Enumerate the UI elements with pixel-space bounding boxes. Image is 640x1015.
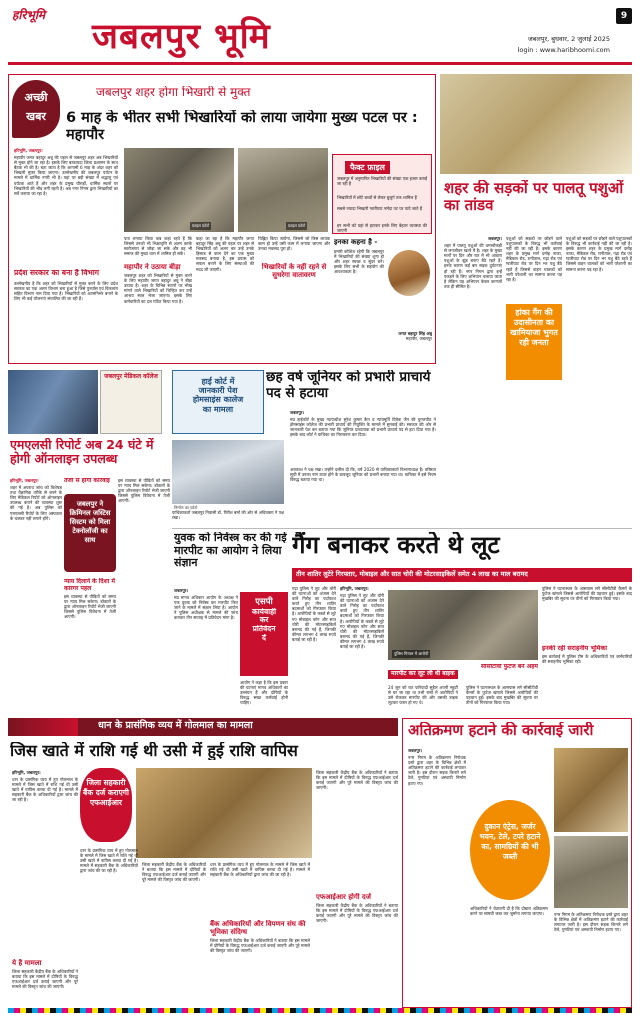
mayor-quote xyxy=(334,238,432,358)
money-body-col1b: जिला सहकारी केंद्रीय बैंक के अधिकारियों ने बताया कि इस मामले में दोषियों के विरुद्ध एफआईआर दर्ज कराई जाएगी और पूरे मामले की विस्तृत जांच की जाएगी। xyxy=(12,969,78,990)
cattle-photo xyxy=(440,74,632,174)
gang-col4 xyxy=(542,586,632,710)
youth-col1 xyxy=(174,588,238,708)
beggar-col2 xyxy=(124,236,192,360)
principal-body-2: याचिकाकर्ता जबलपुर निवासी डॉ. गिरीश बर्मा की ओर से अधिवक्ता ने पक्ष रखा। xyxy=(172,510,284,521)
youth-col2 xyxy=(240,680,288,710)
mlc-headline[interactable]: एमएलसी रिपोर्ट अब 24 घंटे में होगी ऑनलाइन उपलब्ध xyxy=(10,438,154,467)
mlc-subhead: तेजी से होगी कार्रवाई xyxy=(64,478,110,484)
beggar-body-5: कहा जा रहा है कि महापौर जगत बहादुर सिंह अन्नू की पहल पर शहर से भिखारियों को अलग कर उन्हें उनके हिसाब से काम देने का एक मुख्य मकसद बनाया है, इस प्रयास को सफल बनाने के लिए संस्थाओं की मदद ली जाएगी। xyxy=(196,236,254,272)
good-news-line2: खबर xyxy=(26,110,46,123)
hc-line2: जानकारी पेश xyxy=(198,386,238,396)
money-col2 xyxy=(80,848,138,1006)
publication-logo[interactable]: हरिभूमि xyxy=(12,8,46,22)
gang-photo-footer xyxy=(388,664,538,710)
banner-bar xyxy=(8,718,398,736)
beggar-body: महापौर जगत बहादुर अन्नू की पहल से जबलपुर शहर अब भिखारियों से मुक्त होने जा रहा है। इसके लिए बाकायदा जिला प्रशासन के साथ बैठक भी की है। बता जाता है कि आगामी 6 माह के अंदर शहर को भिखारी मुक्त किया जाएगा। उल्लेखनीय की जबलपुर पर्यटन के मामले में धार्मिक नगरी भी है। यहां पर बड़ी संख्या में श्रद्धालु एवं पर्यटक आते हैं और शहर के प्रमुख चौराहों, धार्मिक स्थलों पर भिखारियों की भीड़ लगी रहती है। अब नगर निगम द्वारा भिखारियों का सर्वे कराया जा रहा है। xyxy=(14,155,118,196)
gang-photo xyxy=(388,590,538,660)
quote-text: हमारी कोशिश रहेगी कि जबलपुर में भिखारियों की संख्या शून्य हो और शहर स्वच्छ व सुंदर बने। इसके लिए सभी के सहयोग की आवश्यकता है। xyxy=(334,249,384,275)
website-link[interactable]: login : www.haribhoomi.com xyxy=(517,46,610,54)
good-news-badge xyxy=(12,80,60,138)
hc-box xyxy=(172,370,264,434)
money-body-col4b: जिला सहकारी केंद्रीय बैंक के अधिकारियों ने बताया कि इस मामले में दोषियों के विरुद्ध एफआईआर दर्ज कराई जाएगी और पूरे मामले की विस्तृत जांच की जाएगी। xyxy=(210,938,310,954)
page-title: जबलपुर भूमि xyxy=(92,17,271,57)
money-body-col5: जिला सहकारी केंद्रीय बैंक के अधिकारियों ने बताया कि इस मामले में दोषियों के विरुद्ध एफआईआर दर्ज कराई जाएगी और पूरे मामले की विस्तृत जांच की जाएगी। xyxy=(316,770,398,791)
gang-body-col1: गढ़ा पुलिस ने लूट और चोरी की घटनाओं को अंजाम देने वाले गिरोह का पर्दाफाश करते हुए तीन शातिर बदमाशों को गिरफ्तार किया है। आरोपियों के कब्जे से लूटे गए मोबाइल फोन और सात चोरी की मोटरसाइकिलें बरामद की गई हैं, जिनकी कीमत लगभग 4 लाख रुपये बताई जा रही है। xyxy=(292,586,336,642)
beggar-body-4: जबलपुर शहर को भिखारियों से मुक्त करने के लिए महापौर जगत बहादुर अन्नू ने बीड़ा उठाया है। शहर के विभिन्न स्थानों पर भीख मांगने वाले भिखारियों को चिन्हित कर उन्हें आश्रय स्थल भेजा जाएगा। इसके लिए कर्मचारियों का दल गठित किया गया है। xyxy=(124,273,192,304)
page-number: 9 xyxy=(616,8,632,24)
encroach-col3 xyxy=(554,912,628,1002)
beggar-body-6: चिह्नित किया जायेगा, जिससे जो जिस लायक काम हो उन्हें उसी काम में लगाया जाएगा और उनका मकसद पूरा हो। xyxy=(258,236,330,252)
principal-body-3: अवकाश ने पक्ष रखा। उन्होंने दलील दी कि, वर्ष 2020 से याचिकाकर्ता विभागाध्यक्ष हैं। वरिष्ठता सूची में उनका नाम ऊपर होने के बावजूद जूनियर को प्रभारी बनाया गया था। याचिका में इसे नियम विरुद्ध बताया गया था। xyxy=(290,467,436,483)
encroach-col1 xyxy=(408,748,466,1002)
fact-file-item-4: इन सभी को यहां से हटाकर इनके लिए बेहतर व्यवस्था की जाएगी xyxy=(337,223,427,234)
youth-badge-line2: कार्यवाही xyxy=(251,607,277,616)
youth-badge xyxy=(240,592,288,676)
money-body-col3: जिला सहकारी केंद्रीय बैंक के अधिकारियों ने बताया कि इस मामले में दोषियों के विरुद्ध एफआईआर दर्ज कराई जाएगी और पूरे मामले की विस्तृत जांच की जाएगी। xyxy=(142,862,206,883)
quote-title: इनका कहना है - xyxy=(334,238,378,246)
principal-col-b xyxy=(290,410,436,522)
money-body: धान के प्रासंगिक व्यय में हुए गोलमाल के मामले में जिस खाते में राशि गई थी उसी खाते में वापिस करवा दी गई है। मामले में सहकारी बैंक के अधिकारियों द्वारा जांच की जा रही है। xyxy=(12,777,78,803)
quote-name: जगत बहादुर सिंह अन्नू xyxy=(398,331,432,337)
encroach-body-col3: नगर निगम के अतिक्रमण निरोधक दस्ते द्वारा शहर के विभिन्न क्षेत्रों में अतिक्रमण हटाने की कार्रवाई लगातार जारी है। इस दौरान सड़क किनारे लगे ठेले, गुमटियां एवं अस्थायी निर्माण हटाए गए। xyxy=(554,912,628,933)
college-photo-caption: निर्माण का फ़ोटो xyxy=(174,505,198,510)
mlc-col3 xyxy=(118,478,170,706)
masthead xyxy=(0,0,640,62)
principal-body: मप्र हाईकोर्ट के मुख्य न्यायाधीश सुरेश कुमार कैत व न्यायमूर्ति विवेक जैन की युगलपीठ ने होमसाइंस कॉलेज की प्रभारी प्राचार्य की नियुक्ति के मामले में सुनवाई की। सरकार की ओर से जानकारी पेश कर बताया गया कि जूनियर प्राध्यापक को प्रभारी प्राचार्य पद से हटा दिया गया है। इसके बाद कोर्ट ने याचिका का निराकरण कर दिया। xyxy=(290,417,436,438)
beggar-col3 xyxy=(196,236,254,360)
hc-line4: का मामला xyxy=(202,404,234,414)
gang-body-4: इस कार्रवाई में पुलिस टीम के अधिकारियों एवं कर्मचारियों की सराहनीय भूमिका रही। xyxy=(542,654,632,665)
money-col1 xyxy=(12,770,78,1006)
money-col4 xyxy=(210,862,310,1006)
fact-file-item-2: भिखारियों में छोटे बच्चों से लेकर बुजुर्ग तक शामिल हैं xyxy=(337,195,417,200)
cattle-callout: हांका गैंग की उदासीनता का खामियाजा भुगत रही जनता xyxy=(506,304,562,380)
beggar-subhead-1: प्रदेश सरकार का बना है विभाग xyxy=(14,269,99,278)
mlc-callout: जबलपुर ने क्रिमिनल जस्टिस सिस्टम को मिला टेक्नोलॉजी का साथ xyxy=(69,500,111,544)
encroach-body: नगर निगम के अतिक्रमण निरोधक दस्ते द्वारा शहर के विभिन्न क्षेत्रों में अतिक्रमण हटाने की कार्रवाई लगातार जारी है। इस दौरान सड़क किनारे लगे ठेले, गुमटियां एवं अस्थायी निर्माण हटाए गए। xyxy=(408,755,466,786)
cattle-body: शहर में पालतू पशुओं की धमाचौकड़ी से जनजीवन खतरे में है। शहर के मुख्य मार्गों पर दिन और रात में भी आवारा पशुओं के झुंड बनाए बैठे रहते हैं। इनके कारण कई बार सड़क दुर्घटनाएं हो रही हैं। नगर निगम द्वारा इन्हें पकड़ने के लिए अभियान चलाया जाता है लेकिन यह अभियान केवल कागजों तक ही सीमित है। xyxy=(444,243,502,289)
gang-strap-bar xyxy=(292,568,632,582)
gang-body-3: पुलिस ने घटनास्थल के आसपास लगे सीसीटीवी कैमरों के फुटेज खंगाले जिससे आरोपियों की पहचान हुई। इसके बाद मुखबिर की सूचना पर तीनों को गिरफ्तार किया गया। xyxy=(466,685,538,706)
mayor-photo xyxy=(388,250,430,296)
money-body-col2: धान के प्रासंगिक व्यय में हुए गोलमाल के मामले में जिस खाते में राशि गई थी उसी खाते में वापिस करवा दी गई है। मामले में सहकारी बैंक के अधिकारियों द्वारा जांच की जा रही है। xyxy=(80,848,138,874)
cattle-col3 xyxy=(566,236,632,464)
money-col3 xyxy=(142,862,206,1006)
youth-badge-line1: एसपी xyxy=(255,597,273,607)
cattle-dateline: जबलपुर। xyxy=(487,236,502,241)
fact-file-item-3: सबसे ज्यादा भिखारी ग्वारीघाट नर्मदा तट पर पाये जाते हैं xyxy=(337,206,423,211)
beggar-photo-1-caption: फ़ाइल फ़ोटो xyxy=(192,223,210,228)
beggar-kicker: जबलपुर शहर होगा भिखारी से मुक्त xyxy=(96,86,251,99)
mlc-dateline: हरिभूमि, जबलपुर। xyxy=(10,478,39,483)
money-headline[interactable]: जिस खाते में राशि गई थी उसी में हुई राशि वापिस xyxy=(10,742,298,760)
youth-badge-line5: दें xyxy=(262,633,266,642)
beggar-col4 xyxy=(258,236,330,360)
youth-headline[interactable]: युवक को निर्वस्त्र कर की गई मारपीट का आयोग ने लिया संज्ञान xyxy=(174,532,287,570)
money-body-col4: धान के प्रासंगिक व्यय में हुए गोलमाल के मामले में जिस खाते में राशि गई थी उसी खाते में वापिस करवा दी गई है। मामले में सहकारी बैंक के अधिकारियों द्वारा जांच की जा रही है। xyxy=(210,862,310,878)
mlc-callout-box xyxy=(64,494,116,572)
mlc-body-2: इस व्यवस्था से पीड़ितों को समय पर न्याय मिल सकेगा। डॉक्टरों के द्वारा ऑनलाइन रिपोर्ट भेजी जाएगी जिससे पुलिस विवेचना में तेजी आएगी। xyxy=(64,594,116,620)
quote-role: महापौर, जबलपुर xyxy=(405,336,432,342)
encroach-callout: दुकान एंट्रेस, जर्जर भवन, टेले, टपरे हटाने का, सामग्रियों की भी जब्ती xyxy=(479,822,541,861)
gang-body-2: 24 जून को रात फरियादी सुहैल अपनी स्कूटी से घर जा रहा था तभी रास्ते में आरोपियों ने उसे रोककर मारपीट की और उसकी बाइक लूटकर फरार हो गए थे। xyxy=(388,685,458,706)
mlc-col2-bottom xyxy=(64,578,116,706)
medical-poster xyxy=(100,370,162,434)
hc-line3: होमसाइंस कालेज xyxy=(192,395,244,405)
encroach-photo-2 xyxy=(554,836,628,908)
beggar-body-2: उल्लेखनीय है कि शहर को भिखारियों से मुक्त करने के लिए प्रदेश सरकार का एक अलग विभाग बना हुआ है जिसे पुनर्वास एवं विकलांग सहित विभाग नाम दिया गया है। भिखारियों को आत्मनिर्भर बनाने के लिए भी कई योजनाएं संचालित की जा रही हैं। xyxy=(14,280,118,301)
gang-col1 xyxy=(292,586,336,710)
beggar-headline[interactable]: 6 माह के भीतर सभी भिखारियों को लाया जायेगा मुख्य पटल पर : महापौर xyxy=(66,110,418,143)
fact-file-box xyxy=(332,154,432,234)
encroach-col2 xyxy=(470,906,548,1002)
money-photo xyxy=(136,768,312,858)
mlc-body-col3: इस व्यवस्था से पीड़ितों को समय पर न्याय मिल सकेगा। डॉक्टरों के द्वारा ऑनलाइन रिपोर्ट भेजी जाएगी जिससे पुलिस विवेचना में तेजी आएगी। xyxy=(118,478,170,504)
beggar-body-3: पता लगाया किया कब कहां रहते हैं कि जिससे उनको भी भिक्षावृत्ति से अलग करके स्वरोजगार से जोड़ा जा सके और वह भी समाज की मुख्य धारा में शामिल हो सकें। xyxy=(124,236,192,257)
gang-photo-caption: पुलिस गिरफ्त में आरोपी xyxy=(394,651,429,656)
youth-body-2: आयोग ने कहा है कि इस प्रकार की घटनाएं मानव अधिकारों का उल्लंघन हैं और दोषियों के विरुद्ध सख्त कार्रवाई होनी चाहिए। xyxy=(240,680,288,706)
encroach-photo-1 xyxy=(554,748,628,832)
principal-dateline: जबलपुर। xyxy=(290,410,305,415)
medical-photo xyxy=(8,370,98,434)
mlc-subhead-2: न्याय दिलाने के दिशा में कारगर पहल xyxy=(64,578,115,592)
fact-file-item-1: जबलपुर में अनुमानित भिखारियों की संख्या एक हजार बताई जा रही है xyxy=(337,176,427,187)
money-subhead-3: एफआईआर होगी दर्ज xyxy=(316,893,371,901)
money-badge xyxy=(80,768,132,842)
gang-dateline: हरिभूमि, जबलपुर। xyxy=(340,586,369,591)
hc-line1: हाई कोर्ट में xyxy=(201,377,235,386)
good-news-line1: अच्छी xyxy=(24,91,48,104)
money-badge-text: जिला सहकारी बैंक दर्ज कराएगी एफआईआर xyxy=(83,778,129,807)
cattle-body-col2: पशुओं को सड़कों पर छोड़ने वाले पशुपालकों के विरुद्ध भी कार्रवाई नहीं की जा रही है। इसके कारण शहर के प्रमुख मार्ग दमोह नाका, मेडिकल रोड, रानीताल, गढ़ा रोड एवं ग्वारीघाट रोड पर दिन भर पशु बैठे रहते हैं जिससे वाहन चालकों को भारी परेशानी का सामना करना पड़ रहा है। xyxy=(506,236,562,282)
money-col5 xyxy=(316,770,398,1006)
gang-strap: तीन शातिर लुटेरे गिरफ्तार, मोबाइल और सात चोरी की मोटरसाइकिलें समेत 4 लाख का माल बरामद xyxy=(296,570,528,578)
money-body-2: जिला सहकारी केंद्रीय बैंक के अधिकारियों ने बताया कि इस मामले में दोषियों के विरुद्ध एफआईआर दर्ज कराई जाएगी और पूरे मामले की विस्तृत जांच की जाएगी। xyxy=(316,903,398,924)
beggar-dateline: हरिभूमि, जबलपुर। xyxy=(14,148,43,153)
dateline: जबलपुर, बुधवार, 2 जुलाई 2025 xyxy=(527,35,610,43)
masthead-rule xyxy=(8,62,632,65)
beggar-photo-1 xyxy=(124,148,234,232)
youth-badge-line4: प्रतिवेदन xyxy=(252,625,276,634)
youth-badge-line3: कर xyxy=(259,616,269,625)
college-photo xyxy=(172,440,284,510)
money-subhead-2: बैंक अधिकारियों और विपणन संघ की भूमिका संदिग्ध xyxy=(210,920,306,937)
fact-file-title: फैक्ट फ़ाइल xyxy=(345,161,390,174)
cattle-body-col3: पशुओं को सड़कों पर छोड़ने वाले पशुपालकों के विरुद्ध भी कार्रवाई नहीं की जा रही है। इसके कारण शहर के प्रमुख मार्ग दमोह नाका, मेडिकल रोड, रानीताल, गढ़ा रोड एवं ग्वारीघाट रोड पर दिन भर पशु बैठे रहते हैं जिससे वाहन चालकों को भारी परेशानी का सामना करना पड़ रहा है। xyxy=(566,236,632,272)
principal-headline[interactable]: छह वर्ष जूनियर को प्रभारी प्राचार्य पद से हटाया xyxy=(266,370,431,401)
medical-poster-title: जबलपुर मेडिकल कॉलेज xyxy=(104,373,158,380)
gang-body-col4: पुलिस ने घटनास्थल के आसपास लगे सीसीटीवी कैमरों के फुटेज खंगाले जिससे आरोपियों की पहचान हुई। इसके बाद मुखबिर की सूचना पर तीनों को गिरफ्तार किया गया। xyxy=(542,586,632,602)
encroach-headline[interactable]: अतिक्रमण हटाने की कार्रवाई जारी xyxy=(408,722,594,739)
gang-col2 xyxy=(340,586,384,710)
cattle-col2 xyxy=(506,236,562,464)
mlc-col1 xyxy=(10,478,62,706)
beggar-photo-2 xyxy=(238,148,328,232)
encroach-body-2: अधिकारियों ने चेतावनी दी है कि दोबारा अतिक्रमण करने पर सामग्री जब्त कर जुर्माना लगाया जाएगा। xyxy=(470,906,548,917)
cattle-col1 xyxy=(444,236,502,464)
beggar-photo-2-caption: फ़ाइल फ़ोटो xyxy=(288,223,306,228)
encroach-dateline: जबलपुर। xyxy=(408,748,423,753)
encroach-callout-box xyxy=(470,800,550,900)
print-registration-strip xyxy=(8,1008,632,1013)
money-subhead: ये है मामला xyxy=(12,959,42,968)
gang-headline[interactable]: गैंग बनाकर करते थे लूट xyxy=(292,532,500,559)
gang-body: गढ़ा पुलिस ने लूट और चोरी की घटनाओं को अंजाम देने वाले गिरोह का पर्दाफाश करते हुए तीन शातिर बदमाशों को गिरफ्तार किया है। आरोपियों के कब्जे से लूटे गए मोबाइल फोन और सात चोरी की मोटरसाइकिलें बरामद की गई हैं, जिनकी कीमत लगभग 4 लाख रुपये बताई जा रही है। xyxy=(340,593,384,650)
principal-col-a xyxy=(172,510,284,524)
gang-subhead-2: सीसीटीवी फुटेज बने अहम xyxy=(480,664,538,670)
cattle-headline[interactable]: शहर की सड़कों पर पालतू पशुओं का तांडव xyxy=(444,180,624,215)
beggar-subhead-3: भिखारियों के नहीं रहने से सुधरेगा वातावरण xyxy=(261,263,327,280)
banner-text: धान के प्रासंगिक व्यय में गोलमाल का मामला xyxy=(98,720,253,731)
money-dateline: हरिभूमि, जबलपुर। xyxy=(12,770,41,775)
mlc-body: शहर में अपराध जांच को विशेषज्ञ तथा वैज्ञानिक तरीके से करने के लिए मेडिकल रिपोर्ट को ऑनलाइन उपलब्ध कराने की व्यवस्था शुरू की गई है। अब पुलिस को एमएलसी रिपोर्ट के लिए अस्पताल के चक्कर नहीं लगाने होंगे। xyxy=(10,485,62,521)
youth-dateline: जबलपुर। xyxy=(174,588,189,593)
youth-body: मप्र मानव अधिकार आयोग के अध्यक्ष ने एक युवक को निर्वस्त्र कर मारपीट किए जाने के मामले में संज्ञान लिया है। आयोग ने पुलिस अधीक्षक से मामले की जांच कराकर तीन सप्ताह में प्रतिवेदन मांगा है। xyxy=(174,595,238,621)
gang-subhead-3: इनकी रही सराहनीय भूमिका xyxy=(542,645,608,652)
gang-subhead: मारपीट कर लूट ली थी बाइक xyxy=(388,670,458,679)
beggar-subhead-2: महापौर ने उठाया बीड़ा xyxy=(124,263,181,271)
beggar-col1 xyxy=(14,148,118,358)
